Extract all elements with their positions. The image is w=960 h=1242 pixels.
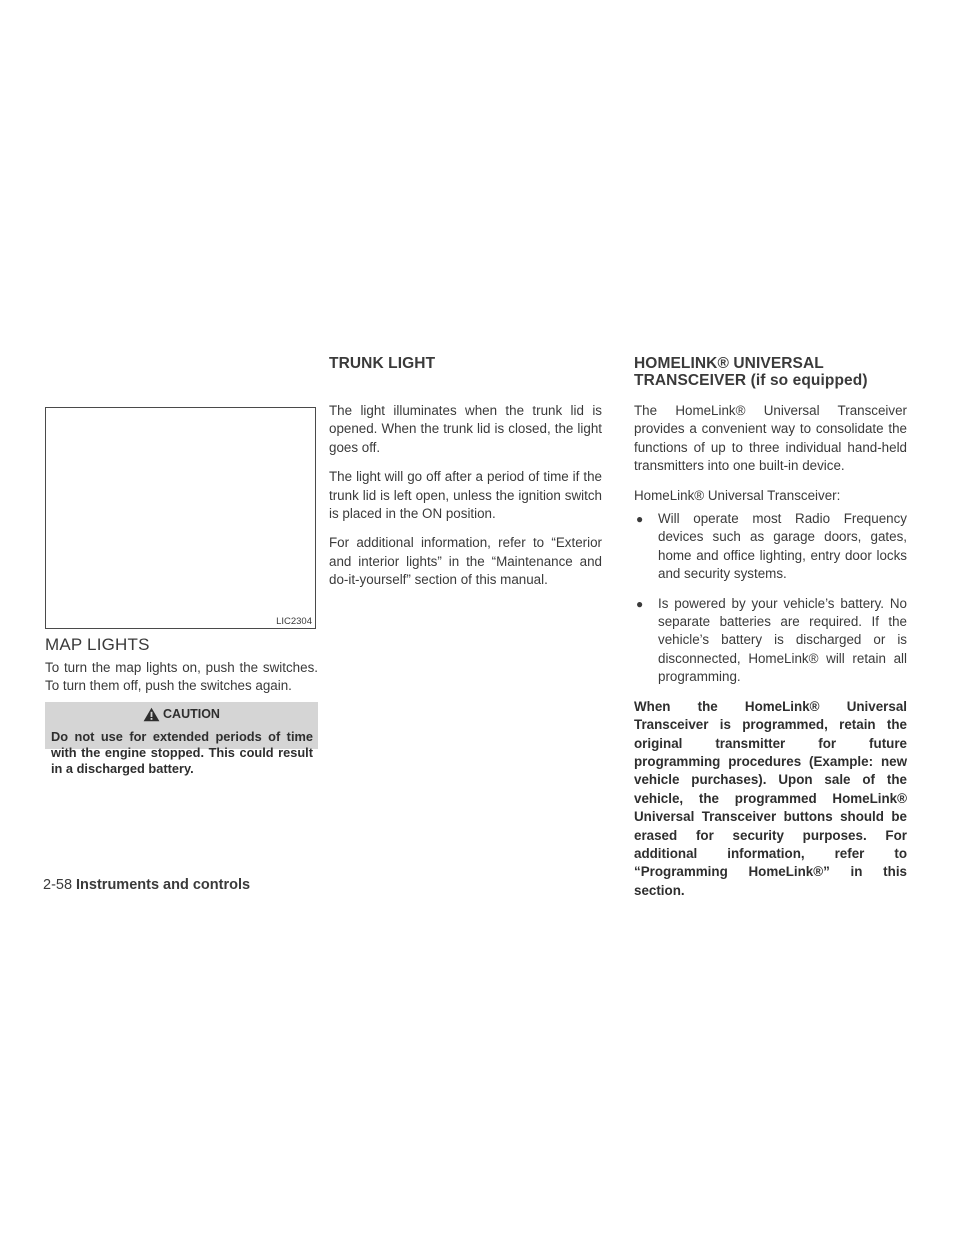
page-number: 2-58 (43, 877, 73, 893)
figure-label: LIC2304 (276, 616, 312, 627)
trunk-paragraph-2: The light will go off after a period of time if the trunk lid is left open, unless the ignition switch is placed in the ON position. (329, 469, 602, 522)
map-lights-body (45, 659, 318, 707)
trunk-paragraph-3: For additional information, refer to “Exterior and interior lights” in the “Maintenance and do-it-yourself” section of this manual. (329, 535, 602, 588)
bullet-text: Will operate most Radio Frequency devices such as garage doors, gates, home and office lighting, entry door locks and security systems. (658, 511, 907, 582)
trunk-paragraph-1: The light illuminates when the trunk lid is opened. When the trunk lid is closed, the light goes off. (329, 403, 602, 455)
bullet-icon: ● (636, 512, 644, 527)
page-footer (43, 876, 250, 894)
homelink-body (634, 402, 907, 911)
heading-homelink-line1: HOMELINK® UNIVERSAL (634, 355, 824, 372)
homelink-bullet-list (634, 510, 907, 687)
heading-trunk-light: TRUNK LIGHT (329, 355, 436, 372)
homelink-intro: The HomeLink® Universal Transceiver provides a convenient way to consolidate the functions of up to three individual hand-held transmitters into one built-in device. (634, 403, 907, 474)
list-item (634, 510, 907, 584)
section-title: Instruments and controls (76, 877, 251, 893)
bullet-icon: ● (636, 596, 644, 611)
heading-homelink (634, 355, 868, 389)
homelink-list-label: HomeLink® Universal Transceiver: (634, 487, 841, 503)
caution-title: CAUTION (163, 707, 220, 721)
list-item (634, 595, 907, 687)
trunk-light-body (329, 402, 602, 601)
caution-text: Do not use for extended periods of time with the engine stopped. This could result in a discharged battery. (51, 729, 313, 776)
heading-map-lights: MAP LIGHTS (45, 635, 150, 654)
heading-homelink-line2: TRANSCEIVER (if so equipped) (634, 372, 868, 389)
homelink-bold-note: When the HomeLink® Universal Transceiver is programmed, retain the original transmitter for future programming procedures (Example: new vehicle purchases). Upon sale of the vehicle, the programmed HomeLink® Universal Transceiver buttons should be erased for security purposes. For additional information, refer to “Programming HomeLink®” in this section. (634, 698, 907, 898)
warning-icon (143, 707, 160, 722)
map-lights-paragraph: To turn the map lights on, push the switches. To turn them off, push the switches again. (45, 660, 318, 694)
caution-header (45, 702, 318, 726)
figure-placeholder (45, 407, 316, 629)
bullet-text: Is powered by your vehicle’s battery. No separate batteries are required. If the vehicle’s battery is discharged or is disconnected, HomeLink® will retain all programming. (658, 595, 907, 685)
